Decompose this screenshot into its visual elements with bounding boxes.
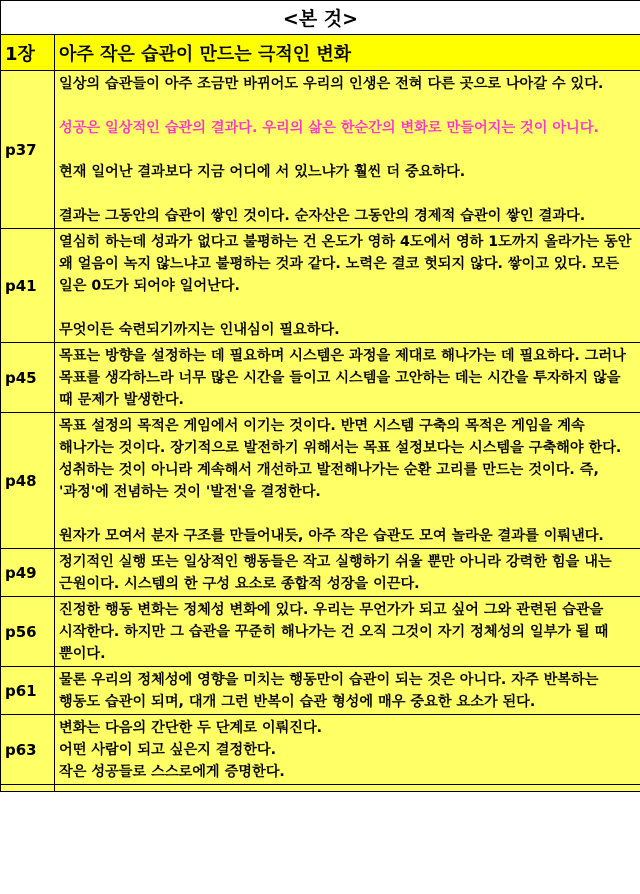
note-cell[interactable]	[55, 413, 640, 549]
empty-cell[interactable]	[55, 785, 640, 792]
note-cell[interactable]	[55, 343, 640, 413]
table-row	[1, 597, 640, 667]
empty-cell[interactable]	[1, 785, 55, 792]
note-line: 변화는 다음의 간단한 두 단계로 이뤄진다.	[59, 720, 323, 736]
page-number[interactable]: p63	[1, 715, 55, 785]
note-paragraph: 진정한 행동 변화는 정체성 변화에 있다. 우리는 무언가가 되고 싶어 그와 관련된 습관을 시작한다. 하지만 그 습관을 꾸준히 해나가는 건 오직 그것이 자기 정체성의 일부가 될 때 뿐이다.	[59, 602, 609, 662]
note-cell[interactable]	[55, 71, 640, 229]
chapter-title[interactable]: 아주 작은 습관이 만드는 극적인 변화	[55, 35, 640, 71]
next-row-partial	[1, 785, 640, 792]
note-line: 어떤 사람이 되고 싶은지 결정한다.	[59, 742, 277, 758]
page-number[interactable]: p56	[1, 597, 55, 667]
page-number[interactable]: p37	[1, 71, 55, 229]
table-row	[1, 343, 640, 413]
table-row	[1, 71, 640, 229]
note-paragraph: 무엇이든 숙련되기까지는 인내심이 필요하다.	[59, 322, 340, 338]
note-paragraph: 일상의 습관들이 아주 조금만 바뀌어도 우리의 인생은 전혀 다른 곳으로 나아갈 수 있다.	[59, 76, 604, 92]
chapter-header-row	[1, 35, 640, 71]
note-paragraph: 정기적인 실행 또는 일상적인 행동들은 작고 실행하기 쉬울 뿐만 아니라 강력한 힘을 내는 근원이다. 시스템의 한 구성 요소로 종합적 성장을 이끈다.	[59, 554, 612, 592]
page-number[interactable]: p61	[1, 667, 55, 715]
note-line: 작은 성공들로 스스로에게 증명한다.	[59, 764, 285, 780]
sheet-title[interactable]: <본 것>	[1, 1, 640, 35]
page-number[interactable]: p45	[1, 343, 55, 413]
table-row	[1, 715, 640, 785]
note-cell[interactable]	[55, 549, 640, 597]
highlighted-note-paragraph: 성공은 일상적인 습관의 결과다. 우리의 삶은 한순간의 변화로 만들어지는 것이 아니다.	[59, 120, 599, 136]
note-paragraph: 현재 일어난 결과보다 지금 어디에 서 있느냐가 훨씬 더 중요하다.	[59, 164, 466, 180]
note-paragraph: 열심히 하는데 성과가 없다고 불평하는 건 온도가 영하 4도에서 영하 1도까지 올라가는 동안 왜 얼음이 녹지 않느냐고 불평하는 것과 같다. 노력은 결코 헛되지 않다. 쌓이고 있다. 모든 일은 0도가 되어야 일어난다.	[59, 234, 632, 294]
page-number[interactable]: p48	[1, 413, 55, 549]
note-paragraph: 결과는 그동안의 습관이 쌓인 것이다. 순자산은 그동안의 경제적 습관이 쌓인 결과다.	[59, 208, 586, 224]
note-cell[interactable]	[55, 229, 640, 343]
table-row	[1, 413, 640, 549]
table-row	[1, 549, 640, 597]
page-number[interactable]: p49	[1, 549, 55, 597]
note-cell[interactable]	[55, 667, 640, 715]
note-cell[interactable]	[55, 715, 640, 785]
table-row	[1, 229, 640, 343]
chapter-label[interactable]: 1장	[1, 35, 55, 71]
note-paragraph: 목표 설정의 목적은 게임에서 이기는 것이다. 반면 시스템 구축의 목적은 게임을 계속 해나가는 것이다. 장기적으로 발전하기 위해서는 목표 설정보다는 시스템을 구축해야 한다. 성취하는 것이 아니라 계속해서 개선하고 발전해나가는 순환 고리를 만드는 것이다. 즉, '과정'에 전념하는 것이 '발전'을 결정한다.	[59, 418, 622, 500]
title-row	[1, 1, 640, 35]
page-number[interactable]: p41	[1, 229, 55, 343]
note-paragraph: 목표는 방향을 설정하는 데 필요하며 시스템은 과정을 제대로 해나가는 데 필요하다. 그러나 목표를 생각하느라 너무 많은 시간을 들이고 시스템을 고안하는 데는 시간을 투자하지 않을 때 문제가 발생한다.	[59, 348, 626, 408]
note-cell[interactable]	[55, 597, 640, 667]
note-paragraph: 물론 우리의 정체성에 영향을 미치는 행동만이 습관이 되는 것은 아니다. 자주 반복하는 행동도 습관이 되며, 대개 그런 반복이 습관 형성에 매우 중요한 요소가 된다.	[59, 672, 599, 710]
note-paragraph: 원자가 모여서 분자 구조를 만들어내듯, 아주 작은 습관도 모여 놀라운 결과를 이뤄낸다.	[59, 528, 604, 544]
table-row	[1, 667, 640, 715]
